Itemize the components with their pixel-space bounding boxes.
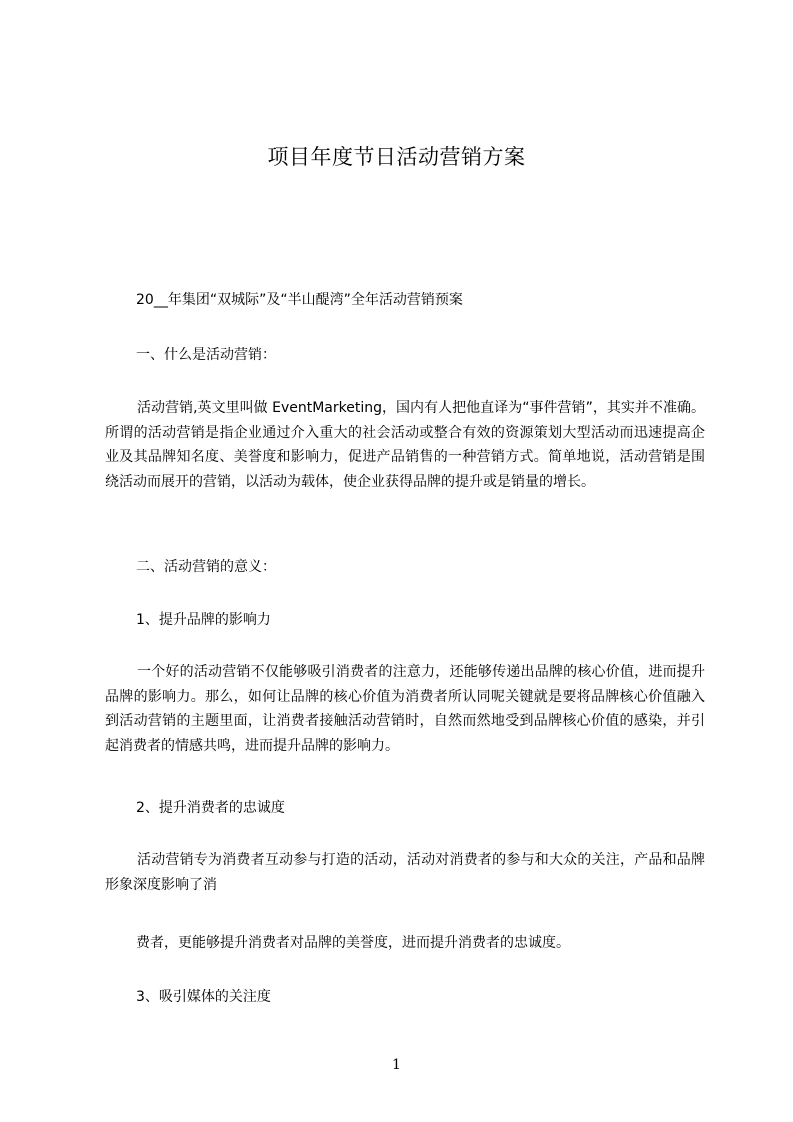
item-1-heading: 1、提升品牌的影响力 — [136, 612, 271, 628]
section-2-heading: 二、活动营销的意义： — [136, 559, 276, 575]
item-2-heading: 2、提升消费者的忠诚度 — [136, 800, 285, 816]
item-3-heading: 3、吸引媒体的关注度 — [136, 989, 271, 1005]
page-number: 1 — [392, 1057, 401, 1073]
document-title: 项目年度节日活动营销方案 — [267, 145, 526, 169]
section-1-paragraph: 活动营销,英文里叫做 EventMarketing，国内有人把他直译为“事件营销”，其实并不准确。所谓的活动营销是指企业通过介入重大的社会活动或整合有效的资源策划大型活动而迅速提高企业及其品牌知名度、美誉度和影响力，促进产品销售的一种营销方式。简单地说，活动营销是围绕活动而展开的营销，以活动为载体，使企业获得品牌的提升或是销量的增长。 — [105, 400, 705, 490]
item-1-paragraph: 一个好的活动营销不仅能够吸引消费者的注意力，还能够传递出品牌的核心价值，进而提升品牌的影响力。那么，如何让品牌的核心价值为消费者所认同呢关键就是要将品牌核心价值融入到活动营销的主题里面，让消费者接触活动营销时，自然而然地受到品牌核心价值的感染，并引起消费者的情感共鸣，进而提升品牌的影响力。 — [105, 664, 705, 754]
item-2-paragraph-continued: 费者，更能够提升消费者对品牌的美誉度，进而提升消费者的忠诚度。 — [136, 935, 570, 951]
document-subtitle: 20__年集团“双城际”及“半山醍湾”全年活动营销预案 — [136, 292, 463, 308]
item-2-paragraph: 活动营销专为消费者互动参与打造的活动，活动对消费者的参与和大众的关注，产品和品牌形象深度影响了消 — [105, 852, 705, 893]
section-1-heading: 一、什么是活动营销： — [136, 347, 276, 363]
